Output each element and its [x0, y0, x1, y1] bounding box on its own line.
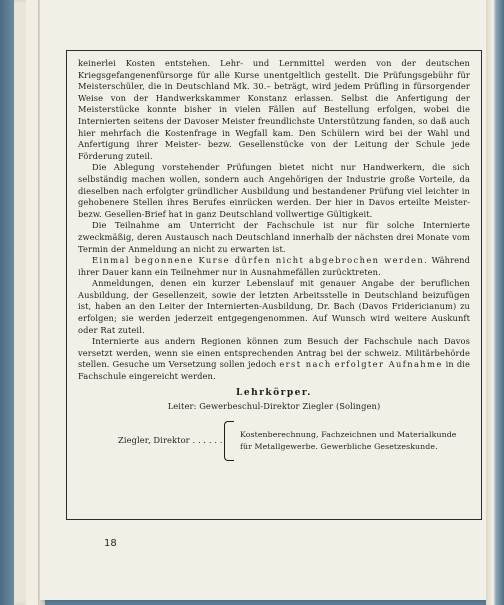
paragraph-exam-benefits: Die Ablegung vorstehender Prüfungen bietet nicht nur Handwerkern, die sich selbständig machen wollen, sondern auch Angehörigen der Industrie große Vorteile, da dieselben nach erfolgter gründlicher Ausbildung und bestandener Prüfung viel leichter in gehobenere Stellen ihres Berufes einrücken werden. Der hier in Davos erteilte Meister- bezw. Gesellen-Brief hat in ganz Deutschland vollwertige Gültigkeit.	[78, 162, 470, 219]
staff-row	[78, 421, 470, 461]
transfer-text-end: in die Fachschule eingereicht werden.	[78, 359, 470, 382]
transfer-text: Internierte aus andern Regionen können zum Besuch der Fachschule nach Davos versetzt werden, wenn sie einen entsprechenden Antrag bei der schweiz. Militärbehörde stellen. Gesuche um Versetzung sollen jedoch	[78, 336, 470, 370]
section-title-teaching-staff: Lehrkörper.	[236, 387, 312, 398]
school-leader-line: Leiter: Gewerbeschul-Direktor Ziegler (Solingen)	[167, 401, 381, 412]
facing-page-edge	[486, 0, 504, 605]
emphasized-admission: erfolgter Aufnahme	[334, 359, 443, 370]
underlying-page-edge-2	[26, 0, 39, 605]
page-number: 18	[104, 538, 117, 549]
emphasized-course-rule: Einmal begonnene Kurse dürfen nicht abgebrochen werden.	[92, 255, 429, 266]
paragraph-registration: Anmeldungen, denen ein kurzer Lebenslauf mit genauer Angabe der beruflichen Ausbildung, der Gesellenzeit, sowie der letzten Arbeitsstelle in Deutschland beizufügen ist, haben an den Leiter der Internierten-Ausbildung, Dr. Bach (Davos Fridericianum) zu erfolgen; sie werden jederzeit entgegengenommen. Auf Wunsch wird weitere Auskunft oder Rat zuteil.	[78, 278, 470, 335]
staff-subjects: Kostenberechnung, Fachzeichnen und Materialkunde für Metallgewerbe. Gewerbliche Gesetzeskunde.	[240, 429, 457, 451]
page-text-block	[78, 58, 470, 461]
paragraph-costs: keinerlei Kosten entstehen. Lehr- und Lernmittel werden von der deutschen Kriegsgefangenenfürsorge für alle Kurse unentgeltlich gestellt. Die Prüfungsgebühr für Meisterschüler, die in Deutschland Mk. 30.– beträgt, wird jedem Prüfling in fürsorgender Weise von der Handwerkskammer Konstanz erlassen. Selbst die Anfertigung der Meisterstücke konnte bisher in vielen Fällen auf Bestellung erfolgen, wobei die Internierten seitens der Davoser Meister freundlichste Unterstützung fanden, so daß auch hier mehrfach die Kostenfrage in Wegfall kam. Den Schülern wird bei der Wahl und Anfertigung ihrer Meister- bezw. Gesellenstücke von der Leitung der Schule jede Förderung zuteil.	[78, 58, 470, 161]
brace-bracket	[224, 421, 234, 461]
paragraph-participation: Die Teilnahme am Unterricht der Fachschule ist nur für solche Internierte zweckmäßig, deren Austausch nach Deutschland innerhalb der nächsten drei Monate vom Termin der Anmeldung an nicht zu erwarten ist.	[78, 220, 470, 254]
desk-background-left	[0, 0, 14, 605]
emphasized-after: erst nach	[279, 359, 332, 370]
staff-name: Ziegler, Direktor . . . . . .	[118, 435, 223, 446]
paragraph-course-continuation	[78, 255, 470, 278]
course-rule-rest: Während ihrer Dauer kann ein Teilnehmer nur in Ausnahmefällen zurücktreten.	[78, 255, 470, 277]
paragraph-transfer	[78, 336, 470, 382]
